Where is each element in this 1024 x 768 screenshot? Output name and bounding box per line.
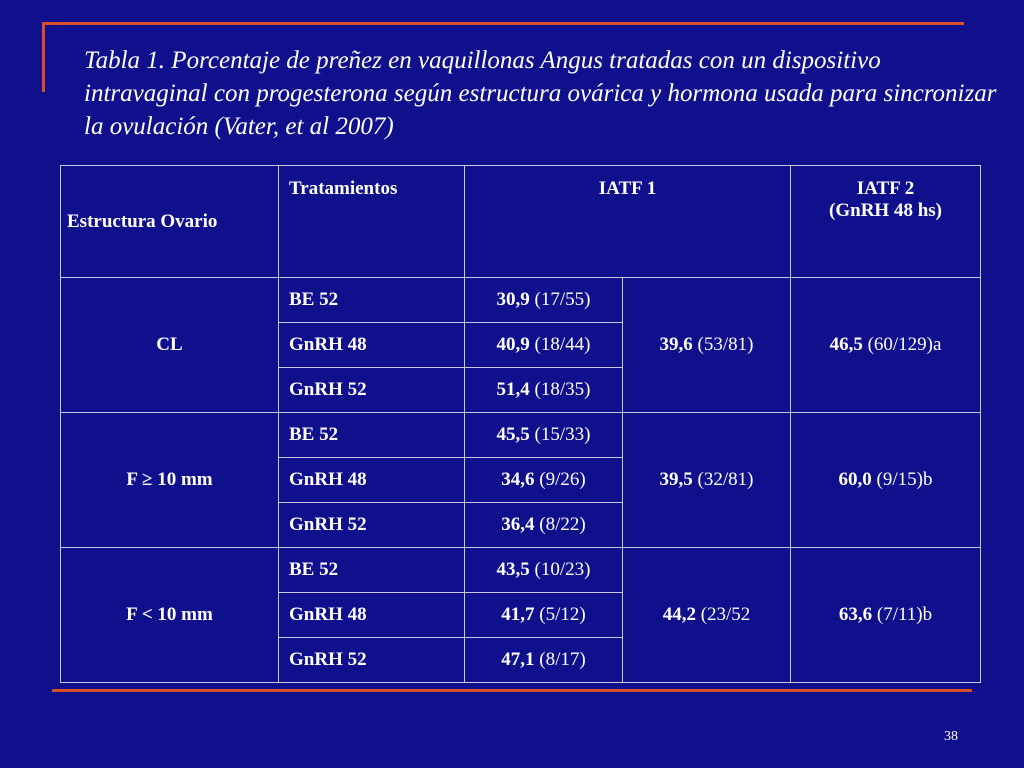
treatment-cell: BE 52: [279, 278, 465, 323]
iatf2-cell: [791, 548, 981, 683]
iatf1-detail: (9/26): [534, 469, 586, 490]
iatf2-detail: (9/15)b: [871, 469, 933, 490]
iatf1-value: 30,9: [496, 289, 530, 310]
iatf1-detail: (17/55): [529, 289, 591, 310]
header-iatf2: [791, 166, 981, 278]
treatment-cell: GnRH 52: [279, 368, 465, 413]
iatf2-value: 60,0: [838, 469, 872, 490]
iatf2-value: 46,5: [829, 334, 863, 355]
group-total-cell: [623, 278, 791, 413]
iatf1-cell: [465, 278, 623, 323]
group-label: F < 10 mm: [61, 548, 279, 683]
group-total-value: 39,5: [659, 469, 693, 490]
iatf1-value: 51,4: [496, 379, 530, 400]
header-tratamientos: Tratamientos: [279, 166, 465, 278]
iatf1-detail: (5/12): [534, 604, 586, 625]
left-rule: [42, 22, 45, 92]
group-label: F ≥ 10 mm: [61, 413, 279, 548]
iatf2-detail: (7/11)b: [872, 604, 933, 625]
treatment-cell: BE 52: [279, 413, 465, 458]
iatf1-value: 47,1: [501, 649, 535, 670]
header-iatf2-line2: (GnRH 48 hs): [829, 200, 942, 221]
group-label: CL: [61, 278, 279, 413]
iatf2-cell: [791, 278, 981, 413]
header-iatf2-line1: IATF 2: [856, 178, 915, 199]
iatf1-value: 43,5: [496, 559, 530, 580]
slide-title: Tabla 1. Porcentaje de preñez en vaquillonas Angus tratadas con un dispositivo intravaginal con progesterona según estructura ovárica y hormona usada para sincronizar la ovulación (Vater, et al 2007): [84, 47, 997, 140]
table-row: [61, 548, 981, 593]
top-rule: [42, 22, 964, 25]
iatf1-detail: (18/44): [529, 334, 591, 355]
treatment-cell: GnRH 52: [279, 503, 465, 548]
treatment-cell: GnRH 48: [279, 458, 465, 503]
treatment-cell: GnRH 52: [279, 638, 465, 683]
iatf1-detail: (8/22): [534, 514, 586, 535]
iatf1-value: 41,7: [501, 604, 535, 625]
iatf2-cell: [791, 413, 981, 548]
treatment-cell: GnRH 48: [279, 323, 465, 368]
iatf1-value: 45,5: [496, 424, 530, 445]
iatf1-cell: [465, 548, 623, 593]
bottom-rule: [52, 689, 972, 692]
group-total-cell: [623, 413, 791, 548]
header-iatf1: IATF 1: [465, 166, 791, 278]
group-total-detail: (53/81): [692, 334, 754, 355]
group-total-value: 39,6: [659, 334, 693, 355]
iatf1-cell: [465, 458, 623, 503]
header-estructura: Estructura Ovario: [61, 166, 279, 278]
group-total-value: 44,2: [662, 604, 696, 625]
iatf2-detail: (60/129)a: [862, 334, 942, 355]
treatment-cell: BE 52: [279, 548, 465, 593]
iatf1-value: 34,6: [501, 469, 535, 490]
iatf1-value: 40,9: [496, 334, 530, 355]
page-number: 38: [944, 729, 958, 744]
group-total-cell: [623, 548, 791, 683]
iatf2-value: 63,6: [838, 604, 873, 625]
table-row: [61, 278, 981, 323]
iatf1-value: 36,4: [501, 514, 535, 535]
iatf1-detail: (8/17): [534, 649, 586, 670]
iatf1-detail: (18/35): [529, 379, 591, 400]
iatf1-detail: (10/23): [529, 559, 591, 580]
treatment-cell: GnRH 48: [279, 593, 465, 638]
table-row: [61, 413, 981, 458]
group-total-detail: (23/52: [695, 604, 751, 625]
table-header-row: [61, 166, 981, 278]
iatf1-cell: [465, 413, 623, 458]
results-table: [60, 165, 981, 683]
iatf1-cell: [465, 593, 623, 638]
iatf1-detail: (15/33): [529, 424, 591, 445]
iatf1-cell: [465, 323, 623, 368]
iatf1-cell: [465, 368, 623, 413]
iatf1-cell: [465, 638, 623, 683]
group-total-detail: (32/81): [692, 469, 754, 490]
iatf1-cell: [465, 503, 623, 548]
